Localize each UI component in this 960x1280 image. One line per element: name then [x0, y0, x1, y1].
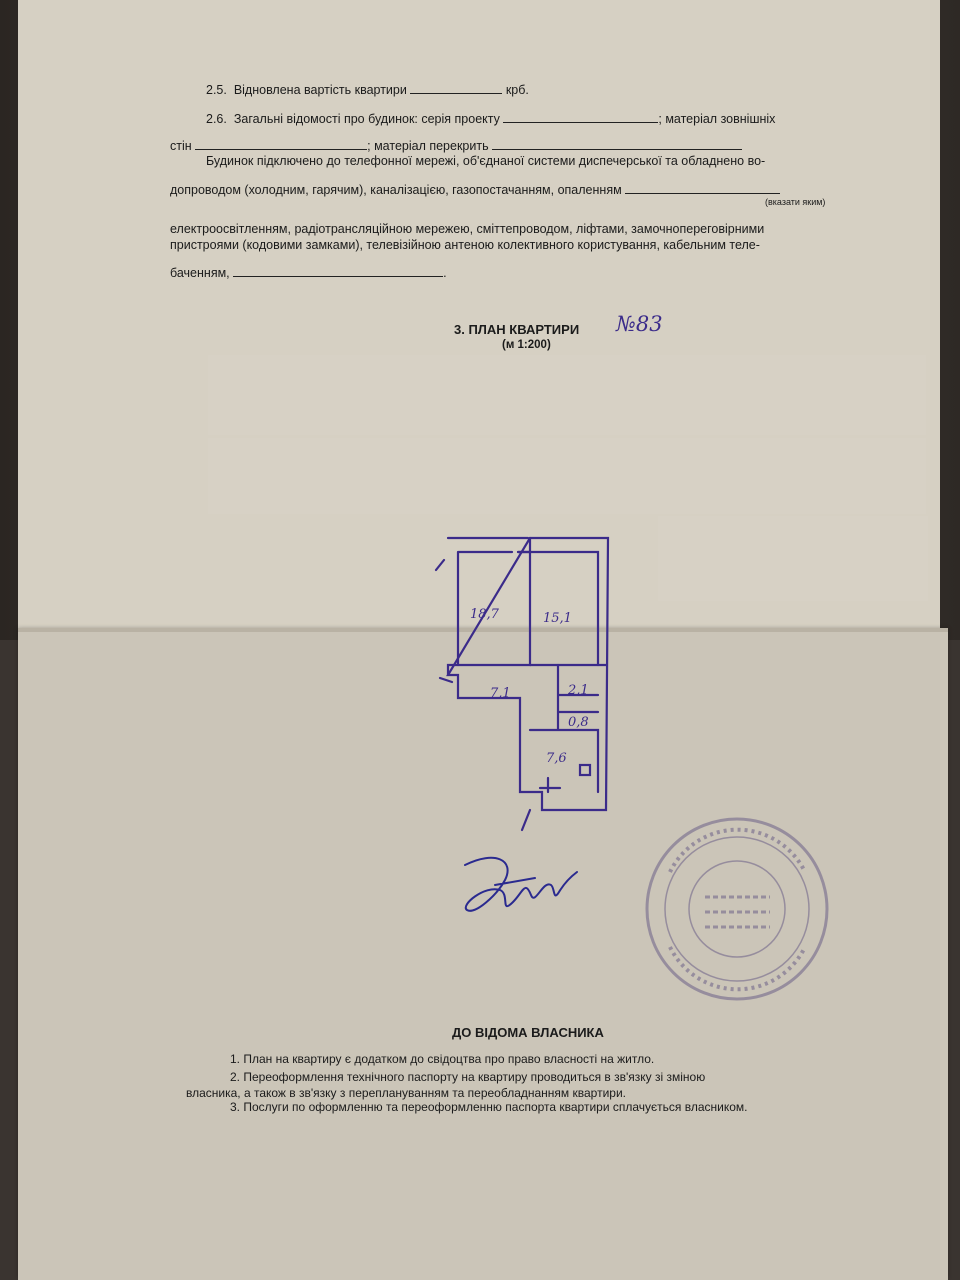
walls-material-label: ; матеріал зовнішніх — [658, 112, 776, 126]
signature-stroke — [465, 858, 577, 911]
room-4-area: 2,1 — [568, 683, 589, 698]
stamp-center-ring — [689, 861, 785, 957]
floors-blank — [492, 149, 742, 150]
walls-label: стін — [170, 139, 192, 153]
project-series-blank — [503, 122, 658, 123]
floors-material-label: ; матеріал перекрить — [367, 139, 489, 153]
restored-value-blank — [410, 93, 502, 94]
stamp-inner-ring — [665, 837, 809, 981]
owner-notice-item-3: 3. Послуги по оформленню та переоформленню паспорта квартири сплачується власником. — [230, 1100, 748, 1114]
redacted-area-1 — [208, 355, 926, 435]
owner-notice-item-2a: 2. Переоформлення технічного паспорту на квартиру проводиться в зв'язку зі зміною — [230, 1070, 706, 1084]
owner-notice-item-1: 1. План на квартиру є додатком до свідоцтва про право власності на житло. — [230, 1052, 655, 1066]
section-number: 2.5. — [206, 83, 227, 97]
plan-scale: (м 1:200) — [502, 339, 551, 351]
unit-label: крб. — [505, 83, 529, 97]
project-series-label: Загальні відомості про будинок: серія проекту — [233, 112, 500, 126]
utilities-line-3: електроосвітленням, радіотрансляційною мережею, сміттепроводом, ліфтами, замочнопереговірними — [170, 222, 765, 236]
heating-hint: (вказати яким) — [765, 197, 826, 207]
utilities-line-1: Будинок підключено до телефонної мережі, об'єднаної системи диспечерської та обладнено во- — [206, 154, 766, 168]
section-2-6-line — [206, 112, 775, 126]
utilities-line-5: баченням, . — [170, 266, 447, 280]
walls-line — [170, 139, 742, 153]
restored-value-label: Відновлена вартість квартири — [233, 83, 407, 97]
room-1-area: 18,7 — [470, 607, 499, 622]
section-number: 2.6. — [206, 112, 227, 126]
utilities-line-2-text: допроводом (холодним, гарячим), каналізацією, газопостачанням, опаленням — [170, 183, 622, 197]
room-3-area: 7,1 — [490, 686, 511, 701]
tv-blank — [233, 276, 443, 277]
signature — [455, 840, 585, 925]
plan-title: 3. ПЛАН КВАРТИРИ — [454, 322, 580, 337]
official-stamp — [640, 812, 835, 1007]
redacted-area-2 — [208, 438, 926, 514]
stove-symbol — [580, 765, 590, 775]
window-marks — [436, 560, 452, 682]
stamp-outer-ring — [647, 819, 827, 999]
entry-detail — [540, 778, 560, 792]
owner-notice-item-2b: власника, а також в зв'язку з переплануванням та переобладнанням квартири. — [186, 1086, 626, 1100]
room-5-area: 0,8 — [568, 715, 589, 730]
room-2-area: 15,1 — [543, 611, 572, 626]
handwritten-apartment-number: №83 — [616, 312, 663, 336]
utilities-line-2 — [170, 183, 780, 197]
room-6-area: 7,6 — [546, 751, 567, 766]
heating-blank — [625, 193, 780, 194]
floor-plan — [430, 530, 620, 835]
redacted-area-3 — [658, 516, 928, 601]
walls-blank — [195, 149, 367, 150]
utilities-line-4: пристроями (кодовими замками), телевізійною антеною колективного користування, кабельним теле- — [170, 238, 760, 252]
outer-walls — [448, 538, 608, 810]
section-2-5 — [206, 83, 529, 97]
utilities-line-5-text: баченням, — [170, 266, 230, 280]
stamp-center-text — [705, 897, 770, 927]
entry-line — [522, 810, 530, 830]
owner-notice-title: ДО ВІДОМА ВЛАСНИКА — [452, 1025, 604, 1040]
